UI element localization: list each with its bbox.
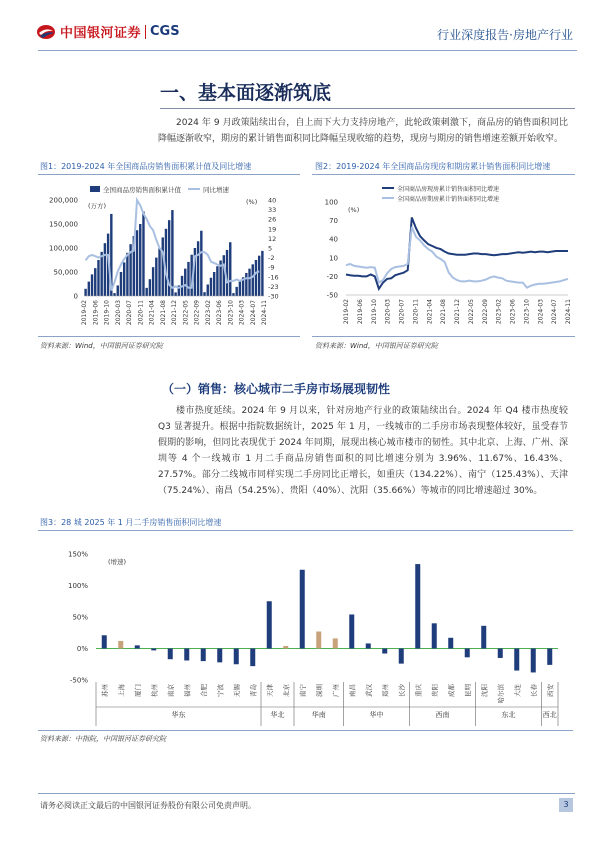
fig1-bar bbox=[255, 260, 257, 296]
fig1-bar bbox=[210, 278, 212, 296]
fig1-bar bbox=[152, 267, 154, 296]
logo-separator bbox=[145, 25, 146, 39]
fig3-bar bbox=[382, 649, 387, 654]
fig3-bar bbox=[399, 649, 404, 664]
fig1-bar bbox=[126, 253, 128, 296]
fig1-x-tick-label: 2019-06 bbox=[92, 300, 100, 326]
subsection-title: （一）销售：核心城市二手房市场展现韧性 bbox=[162, 382, 391, 396]
fig2-x-tick-label: 2022-09 bbox=[481, 299, 489, 325]
fig1-bar bbox=[155, 258, 157, 296]
fig3-category-label: 无锡 bbox=[232, 684, 241, 697]
fig1-bar bbox=[213, 272, 215, 296]
fig3-category-label: 南昌 bbox=[348, 684, 357, 697]
fig3-category-label: 天津 bbox=[265, 684, 274, 697]
fig3-source: 资料来源：中指院，中国银河证券研究院 bbox=[40, 735, 166, 743]
fig1-right-tick-label: 19 bbox=[268, 225, 277, 234]
fig2-unit-label: (%) bbox=[348, 206, 360, 214]
fig1-right-tick-label: -30 bbox=[268, 292, 279, 301]
fig3-region-label: 东北 bbox=[501, 711, 516, 719]
fig1-bar bbox=[120, 272, 122, 296]
fig1-x-tick-label: 2021-04 bbox=[148, 300, 156, 326]
fig3-category-label: 上海 bbox=[117, 684, 126, 697]
footer-disclaimer: 请务必阅读正文最后的中国银河证券股份有限公司免责声明。 bbox=[40, 801, 256, 810]
fig3-category-label: 大连 bbox=[513, 684, 522, 697]
fig1-left-tick-label: 50,000 bbox=[53, 268, 78, 277]
fig2-legend-label-0: 全国商品房现房累计销售面积同比增速 bbox=[397, 186, 500, 193]
fig1-left-tick-label: 200,000 bbox=[49, 196, 78, 205]
fig3-bar bbox=[448, 638, 453, 649]
logo-cn-text: 中国银河证券 bbox=[60, 26, 142, 41]
fig3-category-label: 厦门 bbox=[133, 684, 142, 697]
logo-en-text: CGS bbox=[150, 24, 180, 39]
fig3-category-label: 长沙 bbox=[397, 684, 406, 697]
fig1-x-tick-label: 2024-11 bbox=[261, 300, 268, 326]
fig3-bar bbox=[498, 649, 503, 658]
fig3-bar bbox=[547, 649, 552, 665]
fig1-right-tick-label: -23 bbox=[268, 282, 279, 291]
fig1-right-tick-label: -2 bbox=[268, 254, 275, 263]
fig3-region-label: 华东 bbox=[171, 711, 186, 719]
fig1-x-tick-label: 2023-06 bbox=[216, 300, 223, 326]
fig3-bar bbox=[465, 649, 470, 658]
fig3-bar bbox=[201, 649, 206, 662]
fig2-x-tick-label: 2019-10 bbox=[370, 299, 378, 325]
fig1-bar bbox=[223, 255, 225, 296]
fig1-left-tick-label: 100,000 bbox=[49, 244, 78, 253]
fig3-region-label: 华南 bbox=[311, 711, 326, 719]
fig2-x-tick-label: 2024-11 bbox=[565, 299, 572, 325]
report-type-label: 行业深度报告·房地产行业 bbox=[437, 28, 573, 42]
fig2-x-tick-label: 2024-07 bbox=[551, 299, 559, 325]
fig1-bar bbox=[139, 224, 141, 296]
fig1-bar bbox=[174, 292, 176, 296]
brand-logo bbox=[36, 22, 180, 41]
fig1-bar bbox=[239, 282, 241, 296]
fig1-bar bbox=[229, 242, 231, 296]
fig3-bar bbox=[151, 649, 156, 651]
fig1-bar bbox=[94, 268, 96, 296]
fig3-category-label: 青岛 bbox=[249, 684, 258, 697]
fig1-right-tick-label: 33 bbox=[268, 206, 277, 215]
fig3-category-label: 北京 bbox=[282, 684, 291, 697]
fig1-bar bbox=[104, 243, 106, 296]
fig2-bottom-divider bbox=[312, 336, 575, 337]
fig1-right-tick-label: 12 bbox=[268, 234, 277, 243]
fig3-caption-divider bbox=[38, 530, 573, 531]
fig3-bar bbox=[118, 641, 123, 649]
fig1-x-tick-label: 2024-07 bbox=[249, 300, 257, 326]
fig1-bar bbox=[123, 262, 125, 296]
fig3-region-label: 华北 bbox=[270, 711, 285, 719]
fig1-x-tick-label: 2022-05 bbox=[182, 300, 190, 326]
fig3-bar bbox=[415, 564, 420, 648]
fig1-bar bbox=[117, 285, 119, 296]
fig1-bar bbox=[203, 292, 205, 296]
subsection-body-paragraph: 楼市热度延续。2024 年 9 月以来，针对房地产行业的政策陆续出台。2024 年 Q4 楼市热度较 Q3 显著提升。根据中指院数据统计，2025 年 1 月，一线城市的二手房市场表现整体较好，虽受春节假期的影响，但同比表现优于 2024 年同期，展现出核心城市楼市的韧性。其中北京、上海、广州、深圳等 4 个一线城市 1 月二手商品房销售面积的同比增速分别为 3.96%、11.67%、16.43%、27.57%。部分二线城市同样实现二手房同比正增长，如重庆（134.22%）、南宁（125.43%）、天津（75.24%）、南昌（54.25%）、贵阳（40%）、沈阳（35.66%）等城市的同比增速超过 30%。 bbox=[158, 406, 568, 496]
fig3-category-label: 沈阳 bbox=[480, 684, 489, 697]
fig1-bar bbox=[100, 252, 102, 296]
fig2-x-tick-label: 2021-08 bbox=[440, 299, 448, 325]
fig1-legend-swatch-bars bbox=[90, 186, 100, 192]
fig1-right-tick-label: 26 bbox=[268, 215, 277, 224]
fig1-legend-label-line: 同比增速 bbox=[203, 186, 229, 194]
fig1-x-tick-label: 2019-10 bbox=[103, 300, 111, 326]
fig3-bottom-divider bbox=[38, 730, 573, 731]
fig1-bar bbox=[258, 256, 260, 296]
fig3-bar bbox=[531, 649, 536, 673]
fig1-caption: 图1：2019-2024 年全国商品房销售面积累计值及同比增速 bbox=[40, 162, 252, 171]
fig2-y-tick-label: 70 bbox=[329, 217, 338, 226]
fig2-x-tick-label: 2023-10 bbox=[523, 299, 531, 325]
fig3-bar bbox=[316, 631, 321, 648]
fig1-x-tick-label: 2020-03 bbox=[114, 300, 122, 326]
section-title: 一、基本面逐渐筑底 bbox=[160, 82, 332, 104]
fig3-bar bbox=[300, 570, 305, 649]
fig1-right-tick-label: 40 bbox=[268, 196, 277, 205]
fig1-bar bbox=[187, 262, 189, 296]
fig1-left-unit: (万方) bbox=[88, 202, 107, 210]
fig3-y-tick-label: 150% bbox=[67, 550, 88, 559]
fig1-bar bbox=[200, 231, 202, 296]
fig3-region-label: 西南 bbox=[435, 711, 450, 719]
fig3-bar bbox=[135, 645, 140, 648]
fig3-category-label: 贵阳 bbox=[430, 684, 439, 697]
fig3-category-label: 深圳 bbox=[315, 684, 324, 697]
fig3-bar bbox=[514, 649, 519, 671]
fig1-bar bbox=[184, 269, 186, 296]
fig1-bar bbox=[136, 230, 138, 296]
fig3-y-tick-label: 50% bbox=[72, 613, 88, 622]
fig3-y-tick-label: 100% bbox=[67, 582, 88, 590]
fig1-bar bbox=[171, 210, 173, 296]
fig1-caption-divider bbox=[38, 174, 300, 175]
page-number: 3 bbox=[559, 798, 573, 812]
fig1-bar bbox=[158, 248, 160, 296]
fig1-right-tick-label: -9 bbox=[268, 263, 275, 272]
fig2-x-tick-label: 2020-07 bbox=[398, 299, 406, 325]
fig2-x-tick-label: 2020-03 bbox=[384, 299, 392, 325]
fig3-bar bbox=[250, 649, 255, 667]
fig2-y-tick-label: -50 bbox=[326, 291, 338, 300]
fig3-category-label: 武汉 bbox=[364, 684, 373, 697]
fig1-bar bbox=[207, 284, 209, 296]
fig3-category-label: 成都 bbox=[447, 684, 456, 697]
fig1-x-tick-label: 2023-10 bbox=[227, 300, 235, 326]
fig1-bar bbox=[252, 264, 254, 296]
fig1-bar bbox=[149, 279, 151, 296]
fig1-x-tick-label: 2020-07 bbox=[126, 300, 133, 326]
fig3-category-label: 昆明 bbox=[463, 684, 472, 697]
fig3-caption: 图3：28 城 2025 年 1 月二手房销售面积同比增速 bbox=[40, 518, 222, 527]
fig1-x-tick-label: 2022-09 bbox=[193, 300, 201, 326]
fig2-caption: 图2：2019-2024 年全国商品房现房和期房累计销售面积同比增速 bbox=[315, 162, 551, 171]
fig1-x-tick-label: 2021-08 bbox=[159, 300, 167, 326]
fig2-x-tick-label: 2023-06 bbox=[509, 299, 517, 325]
fig3-category-label: 郑州 bbox=[381, 684, 390, 697]
fig2-x-tick-label: 2021-12 bbox=[454, 299, 461, 325]
fig3-y-tick-label: -50% bbox=[69, 676, 88, 685]
fig1-bar bbox=[232, 293, 234, 296]
fig2-series-line-1 bbox=[346, 227, 568, 288]
fig1-source: 资料来源：Wind，中国银河证券研究院 bbox=[40, 342, 163, 350]
fig2-series-line-0 bbox=[346, 218, 568, 289]
fig3-bar bbox=[349, 614, 354, 648]
fig1-bar bbox=[261, 251, 263, 296]
fig3-category-label: 宁波 bbox=[216, 684, 225, 697]
fig2-source: 资料来源：Wind，中国银河证券研究院 bbox=[315, 342, 438, 350]
fig1-x-tick-label: 2021-12 bbox=[171, 300, 178, 326]
fig1-bar bbox=[145, 288, 147, 296]
fig3-y-tick-label: 0% bbox=[76, 645, 88, 653]
fig3-bar bbox=[333, 638, 338, 648]
fig3-category-label: 哈尔滨 bbox=[496, 684, 505, 704]
fig1-bar bbox=[162, 237, 164, 296]
fig1-bar bbox=[216, 266, 218, 296]
fig3-bar bbox=[168, 649, 173, 660]
fig2-y-tick-label: 40 bbox=[329, 235, 338, 244]
fig1-bar bbox=[197, 241, 199, 296]
fig2-x-tick-label: 2020-11 bbox=[412, 299, 420, 325]
fig3-bar bbox=[267, 601, 272, 648]
fig1-left-tick-label: 0 bbox=[73, 292, 78, 301]
fig3-bar bbox=[217, 649, 222, 663]
fig3-region-label: 华中 bbox=[369, 711, 384, 719]
fig3-category-label: 长春 bbox=[529, 684, 538, 697]
fig2-y-tick-label: 10 bbox=[329, 254, 338, 263]
fig1-bar bbox=[113, 293, 115, 296]
fig3-category-label: 合肥 bbox=[199, 684, 208, 697]
fig2-x-tick-label: 2023-02 bbox=[495, 299, 503, 325]
fig3-bar bbox=[283, 646, 288, 649]
fig1-bar bbox=[235, 287, 237, 296]
fig3-category-label: 福州 bbox=[183, 684, 192, 697]
fig2-legend-label-1: 全国商品房期房累计销售面积同比增速 bbox=[397, 196, 500, 203]
fig1-bottom-divider bbox=[38, 336, 300, 337]
fig1-bar bbox=[245, 273, 247, 296]
fig3-category-label: 广州 bbox=[331, 684, 340, 697]
fig3-category-label: 南宁 bbox=[298, 684, 307, 697]
fig2-x-tick-label: 2019-06 bbox=[356, 299, 364, 325]
fig1-x-tick-label: 2019-02 bbox=[81, 300, 88, 326]
fig1-x-tick-label: 2023-02 bbox=[204, 300, 212, 326]
fig3-bar bbox=[102, 635, 107, 648]
fig3-category-label: 苏州 bbox=[100, 684, 109, 697]
fig2-x-tick-label: 2019-02 bbox=[343, 299, 350, 325]
fig3-region-label: 西北 bbox=[542, 711, 557, 719]
fig3-y-unit-label: (增速) bbox=[108, 558, 127, 566]
fig1-right-tick-label: 5 bbox=[268, 244, 273, 253]
cgs-logo-icon bbox=[36, 24, 56, 40]
fig1-right-unit: (%) bbox=[246, 198, 258, 206]
fig2-y-tick-label: 100 bbox=[324, 198, 338, 207]
fig3-category-label: 南京 bbox=[166, 684, 175, 697]
fig1-x-tick-label: 2020-11 bbox=[137, 300, 145, 326]
fig1-bar bbox=[84, 289, 86, 296]
fig1-chart bbox=[38, 178, 302, 334]
fig1-bar bbox=[248, 269, 250, 296]
fig2-caption-divider bbox=[312, 174, 575, 175]
fig3-chart bbox=[38, 536, 573, 728]
fig3-category-label: 西安 bbox=[546, 684, 555, 697]
fig3-category-label: 重庆 bbox=[414, 684, 423, 697]
fig1-legend-label-bars: 全国商品房销售面积累计值 bbox=[103, 186, 181, 194]
fig3-bar bbox=[481, 626, 486, 649]
fig3-bar bbox=[366, 643, 371, 648]
section-title-underline bbox=[160, 108, 575, 109]
footer-divider bbox=[38, 793, 575, 794]
section-intro-paragraph: 2024 年 9 月政策陆续出台，自上而下大力支持房地产，此轮政策刺激下，商品房的销售面积同比降幅逐渐收窄，期房的累计销售面积同比降幅呈现收缩的趋势，现房与期房的销售增速差额开始收窄。 bbox=[158, 118, 568, 144]
fig3-bar bbox=[432, 623, 437, 648]
fig3-bar bbox=[184, 649, 189, 661]
fig1-right-tick-label: -16 bbox=[268, 273, 279, 282]
fig1-x-tick-label: 2024-03 bbox=[238, 300, 246, 326]
fig2-chart bbox=[312, 178, 576, 334]
fig3-category-label: 杭州 bbox=[150, 684, 159, 697]
fig1-bar bbox=[88, 282, 90, 296]
fig2-x-tick-label: 2024-03 bbox=[537, 299, 545, 325]
header-divider bbox=[38, 50, 577, 51]
fig2-y-tick-label: -20 bbox=[326, 272, 338, 281]
fig1-bar bbox=[97, 260, 99, 296]
fig2-x-tick-label: 2021-04 bbox=[426, 299, 434, 325]
fig1-bar bbox=[91, 274, 93, 296]
fig1-left-tick-label: 150,000 bbox=[49, 220, 78, 229]
fig2-x-tick-label: 2022-05 bbox=[467, 299, 475, 325]
fig3-bar bbox=[234, 649, 239, 665]
fig1-bar bbox=[142, 212, 144, 296]
